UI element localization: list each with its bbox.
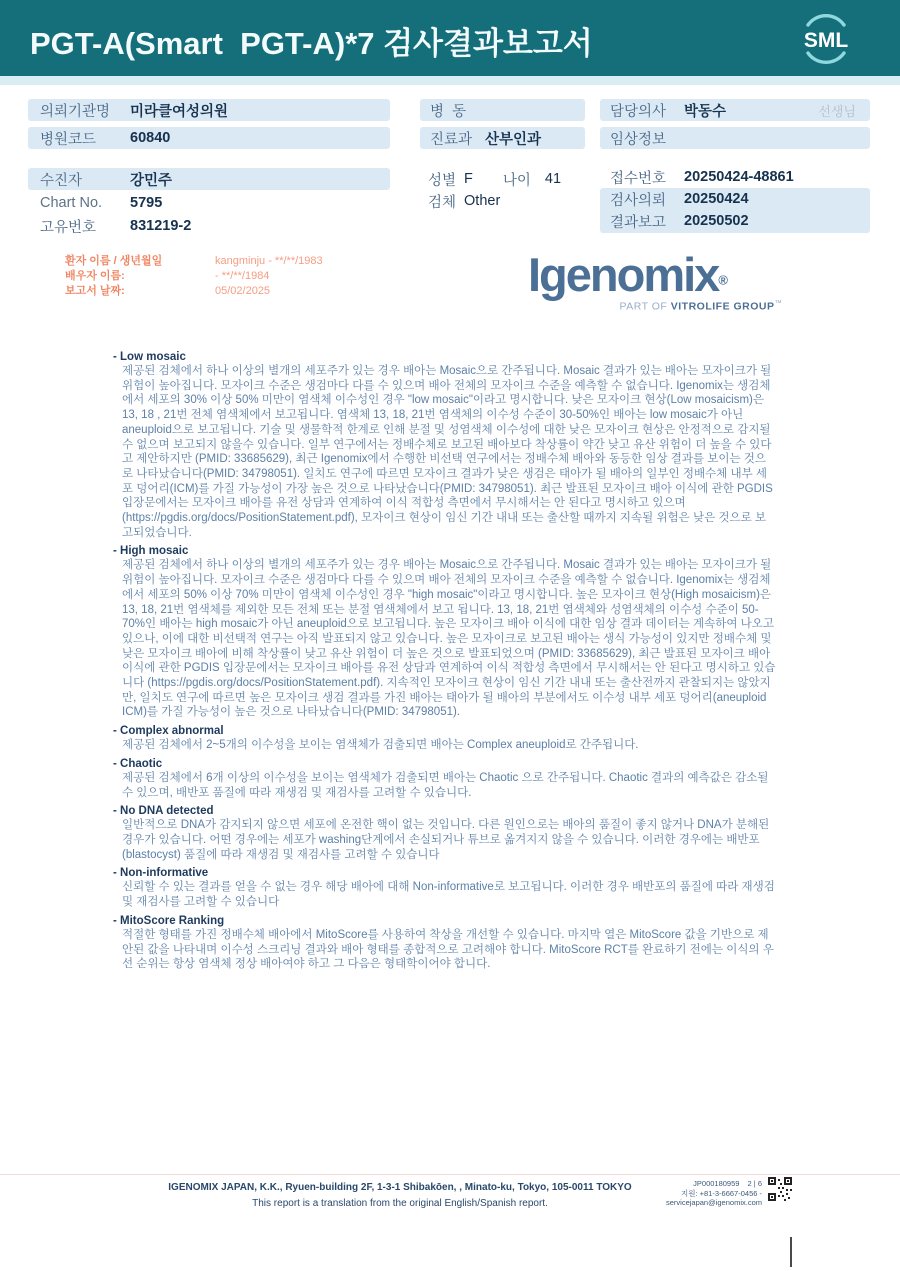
- unique-no-label: 고유번호: [40, 219, 97, 236]
- meta-patient-label: 환자 이름 / 생년월일: [65, 255, 163, 267]
- patient-name-value: 강민주: [130, 172, 173, 189]
- age-value: 41: [544, 171, 562, 187]
- meta-row-partner: [65, 269, 323, 284]
- page-edge-tick: [790, 1237, 792, 1267]
- tagline-part-of: PART OF: [619, 300, 671, 313]
- field-clinical-info: [600, 127, 870, 149]
- section-complex-abnormal: [113, 724, 777, 753]
- department-value: 산부인과: [485, 131, 542, 148]
- igenomix-wordmark: Igenomix: [528, 248, 719, 301]
- sml-logo-icon: [795, 8, 857, 70]
- meta-partner-label: 배우자 이름:: [65, 270, 125, 282]
- receipt-no-label: 접수번호: [610, 170, 667, 187]
- chart-no-value: 5795: [130, 195, 163, 211]
- footer-translation-note: This report is a translation from the original English/Spanish report.: [252, 1198, 548, 1209]
- dates-block: [600, 188, 870, 233]
- age-label: 나이: [502, 172, 531, 189]
- report-date-value: 20250502: [684, 213, 749, 229]
- sml-logo-text: SML: [803, 29, 849, 52]
- meta-row-report-date: [65, 284, 323, 299]
- specimen-value: Other: [464, 193, 501, 209]
- section-low-mosaic: [113, 350, 777, 540]
- section-body: 제공된 검체에서 하나 이상의 별개의 세포주가 있는 경우 배아는 Mosaic으로 간주됩니다. Mosaic 결과가 있는 배아는 모자이크가 될 위험이 높아집니다. 모자이크 수준은 생검마다 다를 수 있으며 배아 전체의 모자이크 수준을 예측할 수 없습니다. Igenomix는 생검체에서 세포의 50% 이상 70% 미만이 염색체 이수성인 경우 "high mosaic"이라고 명시합니다. 높은 모자이크 현상(High mosaicism)은 13, 18, 21번 염색체를 제외한 모든 전체 또는 분절 염색체에서 보고 됩니다. 13, 18, 21번 염색체와 성염색체의 이수성 수준이 50-70%인 배아는 high mosaic가 아닌 aneuploid으로 보고됩니다. 높은 모자이크 배아 이식에 대한 임상 결과 데이터는 계속하여 나오고 있으나, 이에 대한 비선택적 연구는 아직 발표되지 않고 있습니다. 높은 모자이크로 보고된 배아는 생식 가능성이 있지만 정배수체 및 낮은 모자이크 배아에 비해 착상률이 낮고 유산 위험이 더 높은 것으로 발표되었으며 (PMID: 33685629), 최근 발표된 모자이크 배아 이식에 관한 PGDIS 입장문에서는 모자이크 배아를 유전 상담과 연계하여 이식 적합성 측면에서 무시해서는 안 된다고 명시하고 있습니다 (https://pgdis.org/docs/PositionStatement.pdf). 지속적인 모자이크 현상이 임신 기간 내내 또는 출산전까지 관찰되지는 않았지만, 일치도 연구에 따르면 높은 모자이크 생검 결과를 가진 배아는 태아가 될 배아의 부분에서도 이수성 내부 세포 덩어리(aneuploid ICM)를 가질 가능성이 높은 것으로 나타났습니다(PMID: 34798051).: [122, 559, 776, 719]
- section-title: - High mosaic: [113, 545, 189, 558]
- section-title: - Chaotic: [113, 757, 163, 770]
- hospital-code-value: 60840: [130, 130, 171, 146]
- hospital-code-label: 병원코드: [40, 131, 97, 148]
- section-high-mosaic: [113, 544, 777, 720]
- doctor-suffix: 선생님: [818, 103, 856, 119]
- meta-report-date-label: 보고서 날짜:: [65, 285, 125, 297]
- clinical-info-label: 임상정보: [610, 131, 667, 148]
- field-specimen: [420, 190, 585, 212]
- meta-partner-value: - **/**/1984: [215, 270, 270, 282]
- specimen-label: 검체: [428, 194, 457, 211]
- registered-mark: ®: [718, 272, 728, 288]
- brand-tagline: [528, 300, 790, 313]
- client-org-value: 미라클여성의원: [130, 103, 229, 120]
- trademark-mark: ™: [774, 300, 782, 307]
- section-title: - Low mosaic: [113, 351, 186, 363]
- footer-divider: [0, 1174, 900, 1175]
- ward-label: 병 동: [430, 103, 467, 120]
- section-body: 적절한 형태를 가진 정배수체 배아에서 MitoScore를 사용하여 착상을 개선할 수 있습니다. 마지막 열은 MitoScore 값을 기반으로 제안된 값을 나타내며 이수성 스크리닝 결과와 배아 형태를 종합적으로 고려해야 합니다. MitoScore RCT를 완료하기 전에는 이식의 우선 순위는 항상 염색체 정상 배아여야 하고 그 다음은 형태학이어야 합니다.: [122, 928, 774, 971]
- section-body: 제공된 검체에서 하나 이상의 별개의 세포주가 있는 경우 배아는 Mosaic으로 간주됩니다. Mosaic 결과가 있는 배아는 모자이크가 될 위험이 높아집니다. 모자이크 수준은 생검마다 다를 수 있으며 배아 전체의 모자이크 수준을 예측할 수 없습니다. Igenomix는 생검체에서 세포의 30% 이상 50% 미만이 염색체 이수성인 경우 "low mosaic"이라고 명시합니다. 낮은 모자이크 현상(Low mosaicism)은 13, 18 , 21번 전체 염색체에서 보고됩니다. 염색체 13, 18, 21번 염색체의 이수성 수준이 30-50%인 배아는 low mosaic가 아닌 aneuploid으로 보고됩니다. 기술 및 생물학적 한계로 인해 분절 및 성염색체 이수성에 대한 낮은 모자이크 현상은 안정적으로 감지될 수 없으며 보고되지 않을수 있습니다. 일부 연구에서는 정배수체로 보고된 배아보다 착상률이 약간 낮고 유산 위험이 더 높을 수 있다고 제안하지만 (PMID: 33685629), 최근 Igenomix에서 수행한 비선택 연구에서는 정배수체 배아와 동등한 임상 결과를 보이는 것으로 나타났습니다(PMID: 34798051). 일치도 연구에 따르면 모자이크 결과가 낮은 생검은 태아가 될 배아의 일부인 정배수체 내부 세포 덩어리(ICM)를 가질 가능성이 가장 높은 것으로 나타났습니다(PMID: 34798051). 최근 발표된 모자이크 배아 이식에 관한 PGDIS 입장문에서는 모자이크 배아를 유전 상담과 연계하여 이식 적합성 측면에서 무시해서는 안 된다고 명시하고 있으며 (https://pgdis.org/docs/PositionStatement.pdf), 모자이크 현상이 임신 기간 내내 또는 출산할 때까지 지속될 위험은 낮은 것으로 보고되었습니다.: [122, 365, 773, 539]
- receipt-no-value: 20250424-48861: [684, 169, 794, 185]
- request-date-label: 검사의뢰: [610, 192, 667, 209]
- field-chart-no: [28, 192, 390, 214]
- sex-value: F: [464, 171, 473, 187]
- footer-support: 지원: +81-3-6667-0456 -: [681, 1188, 762, 1198]
- report-date-label: 결과보고: [610, 214, 667, 231]
- field-unique-no: [28, 215, 390, 237]
- footer-doc-ref: JP000180959: [693, 1179, 740, 1188]
- field-doctor: [600, 99, 870, 121]
- footer-right: [562, 1179, 762, 1208]
- meta-patient-value: kangminju - **/**/1983: [215, 255, 323, 267]
- qr-code-icon: [768, 1177, 792, 1201]
- section-title: - Non-informative: [113, 867, 209, 880]
- section-body: 신뢰할 수 있는 결과를 얻을 수 없는 경우 해당 배아에 대해 Non-informative로 보고됩니다. 이러한 경우 배반포의 품질에 따라 재생검 및 재검사를 고려할 수 있습니다: [122, 881, 775, 909]
- section-body: 제공된 검체에서 2~5개의 이수성을 보이는 염색체가 검출되면 배아는 Complex aneuploid로 간주됩니다.: [122, 739, 639, 752]
- client-org-label: 의뢰기관명: [40, 103, 111, 120]
- doctor-value: 박동수: [684, 103, 727, 120]
- section-non-informative: [113, 866, 777, 909]
- field-client-org: [28, 99, 390, 121]
- request-date-value: 20250424: [684, 191, 749, 207]
- footer-email: servicejapan@igenomix.com: [666, 1198, 762, 1207]
- tagline-vitrolife: VITROLIFE GROUP: [670, 300, 775, 313]
- section-title: - Complex abnormal: [113, 725, 224, 738]
- field-hospital-code: [28, 127, 390, 149]
- chart-no-label: Chart No.: [40, 195, 103, 211]
- section-chaotic: [113, 757, 777, 800]
- patient-name-label: 수진자: [40, 172, 83, 189]
- header-accent-strip: [0, 76, 900, 85]
- sex-label: 성별: [428, 172, 457, 189]
- footer-page-number: 2 | 6: [747, 1179, 762, 1188]
- patient-meta: [65, 254, 323, 299]
- section-no-dna: [113, 804, 777, 862]
- field-department: [420, 127, 585, 149]
- meta-row-patient: [65, 254, 323, 269]
- section-body: 일반적으로 DNA가 감지되지 않으면 세포에 온전한 핵이 없는 것입니다. 다른 원인으로는 배아의 품질이 좋지 않거나 DNA가 분해된 경우가 있습니다. 어떤 경우에는 세포가 washing단계에서 손실되거나 튜브로 옮겨지지 않을 수 있습니다. 이러한 경우에는 배반포 (blastocyst) 품질에 따라 재생검 및 재검사를 고려할 수 있습니다: [122, 819, 770, 861]
- footer-address: IGENOMIX JAPAN, K.K., Ryuen-building 2F, 1-3-1 Shibakōen, , Minato-ku, Tokyo, 105-0011 TOKYO: [168, 1182, 632, 1193]
- header-bar: [0, 0, 900, 76]
- section-body: 제공된 검체에서 6개 이상의 이수성을 보이는 염색체가 검출되면 배아는 Chaotic 으로 간주됩니다. Chaotic 결과의 예측값은 감소될 수 있으며, 배반포 품질에 따라 재생검 및 재검사를 고려할 수 있습니다.: [122, 771, 769, 799]
- section-title: - MitoScore Ranking: [113, 914, 225, 927]
- page-title: PGT-A(Smart PGT-A)*7 검사결과보고서: [30, 26, 593, 61]
- igenomix-logo: [528, 248, 790, 313]
- field-patient-name: [28, 168, 390, 190]
- doctor-label: 담당의사: [610, 103, 667, 120]
- department-label: 진료과: [430, 131, 473, 148]
- unique-no-value: 831219-2: [130, 218, 192, 234]
- definitions-section: [113, 350, 777, 976]
- field-report-date: [600, 210, 870, 232]
- section-title: - No DNA detected: [113, 805, 214, 818]
- field-ward: [420, 99, 585, 121]
- meta-report-date-value: 05/02/2025: [215, 285, 271, 297]
- field-request-date: [600, 188, 870, 210]
- field-receipt-no: [600, 166, 870, 188]
- field-sex-age: [420, 168, 585, 190]
- section-mitoscore: [113, 914, 777, 972]
